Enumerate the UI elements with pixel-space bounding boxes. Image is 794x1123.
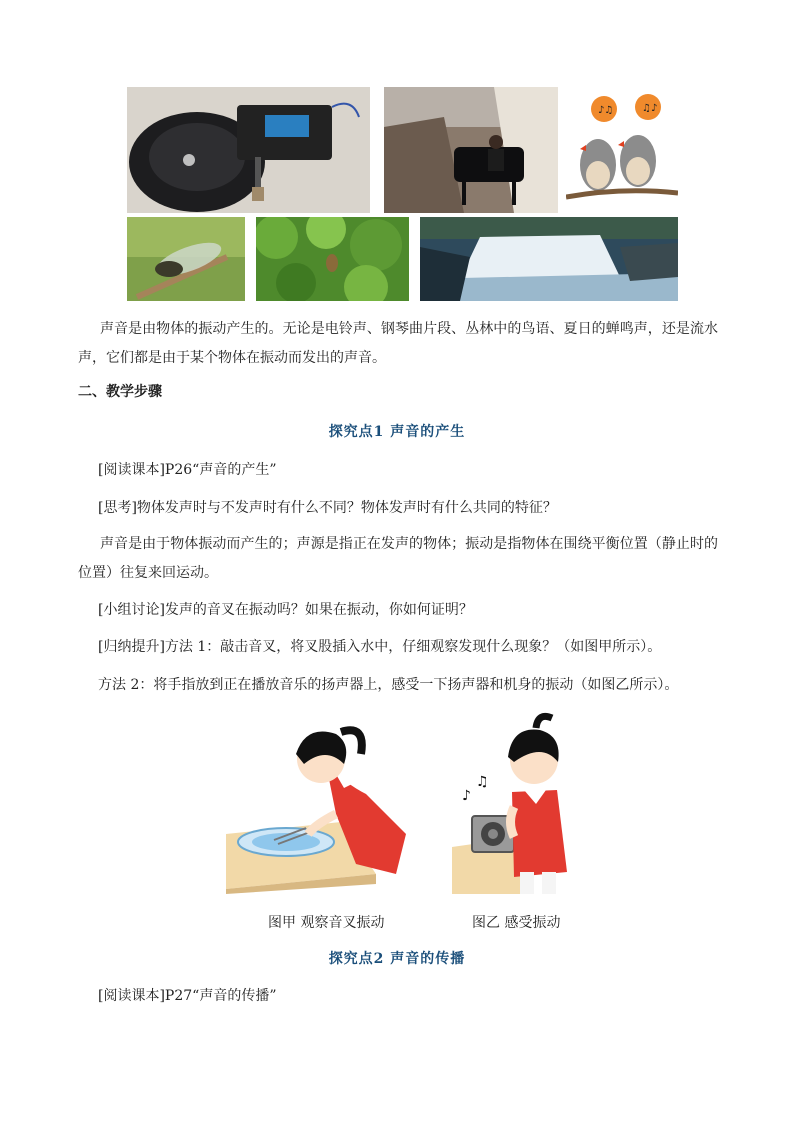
group-discussion: [小组讨论]发声的音叉在振动吗？如果在振动，你如何证明？ [98,602,473,618]
read-textbook-p27: [阅读课本]P27“声音的传播” [98,988,277,1004]
cicada-photo [127,217,245,301]
caption-figure-jia: 图甲 观察音叉振动 [268,915,385,931]
method-1: [归纳提升]方法 1：敲击音叉，将叉股插入水中，仔细观察发现什么现象？（如图甲所示）。 [98,639,662,655]
svg-text:♪: ♪ [462,788,471,804]
svg-text:♫♪: ♫♪ [642,103,658,114]
heading-point-2: 探究点2 声音的传播 [328,951,466,967]
read-textbook-p26: [阅读课本]P26“声音的产生” [98,462,277,478]
explain-paragraph: 声音是由于物体振动而产生的；声源是指正在发声的物体；振动是指物体在围绕平衡位置（静止时的位置）往复来回运动。 [78,536,718,581]
speaker-illustration [452,712,570,894]
waterfall-photo [420,217,678,301]
heading-point-1: 探究点1 声音的产生 [328,424,466,440]
section-title-teaching-steps: 二、教学步骤 [78,384,162,400]
tuning-fork-illustration [226,724,408,894]
birds-singing-photo [566,93,678,205]
piano-waterfall-photo [384,87,558,213]
think-question: [思考]物体发声时与不发声时有什么不同？物体发声时有什么共同的特征？ [98,500,557,516]
electric-bell-photo [127,87,370,213]
caption-figure-yi: 图乙 感受振动 [472,915,561,931]
forest-photo [256,217,409,301]
svg-text:♫: ♫ [476,774,489,790]
svg-text:♪♫: ♪♫ [598,105,614,116]
method-2: 方法 2：将手指放到正在播放音乐的扬声器上，感受一下扬声器和机身的振动（如图乙所示）。 [98,677,679,693]
intro-paragraph: 声音是由物体的振动产生的。无论是电铃声、钢琴曲片段、丛林中的鸟语、夏日的蝉鸣声，还是流水声，它们都是由于某个物体在振动而发出的声音。 [78,321,718,366]
